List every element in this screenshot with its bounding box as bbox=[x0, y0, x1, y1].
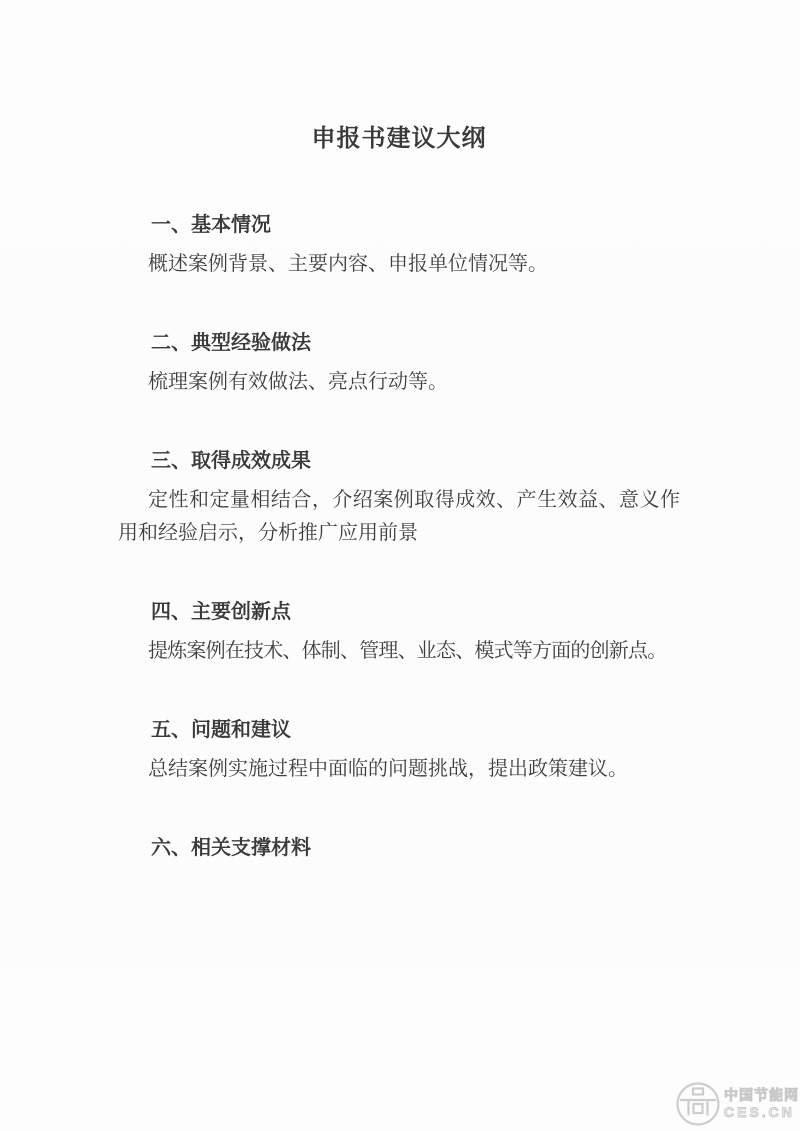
section-body: 概述案例背景、主要内容、申报单位情况等。 bbox=[148, 253, 548, 275]
document-title: 申报书建议大纲 bbox=[311, 126, 487, 152]
section-body: 总结案例实施过程中面临的问题挑战，提出政策建议。 bbox=[148, 758, 628, 780]
section-heading: 六、相关支撑材料 bbox=[151, 837, 311, 859]
watermark bbox=[675, 1081, 799, 1127]
section-5 bbox=[118, 713, 680, 786]
section-body: 提炼案例在技术、体制、管理、业态、模式等方面的创新点。 bbox=[148, 640, 667, 662]
watermark-text bbox=[724, 1087, 799, 1121]
section-heading: 五、问题和建议 bbox=[151, 719, 291, 741]
section-body: 梳理案例有效做法、亮点行动等。 bbox=[148, 371, 448, 393]
watermark-domain: CES.CN bbox=[724, 1104, 795, 1120]
section-3 bbox=[118, 444, 680, 550]
section-heading: 一、基本情况 bbox=[151, 214, 271, 236]
section-heading: 二、典型经验做法 bbox=[151, 332, 311, 354]
section-body: 定性和定量相结合，介绍案例取得成效、产生效益、意义作用和经验启示，分析推广应用前景 bbox=[118, 489, 680, 544]
section-6 bbox=[118, 831, 680, 865]
watermark-site-name: 中国节能网 bbox=[724, 1087, 799, 1103]
section-2 bbox=[118, 326, 680, 399]
section-4 bbox=[118, 595, 680, 668]
section-heading: 三、取得成效成果 bbox=[151, 450, 311, 472]
ces-logo-icon bbox=[675, 1081, 721, 1127]
section-1 bbox=[118, 208, 680, 281]
section-heading: 四、主要创新点 bbox=[151, 601, 291, 623]
